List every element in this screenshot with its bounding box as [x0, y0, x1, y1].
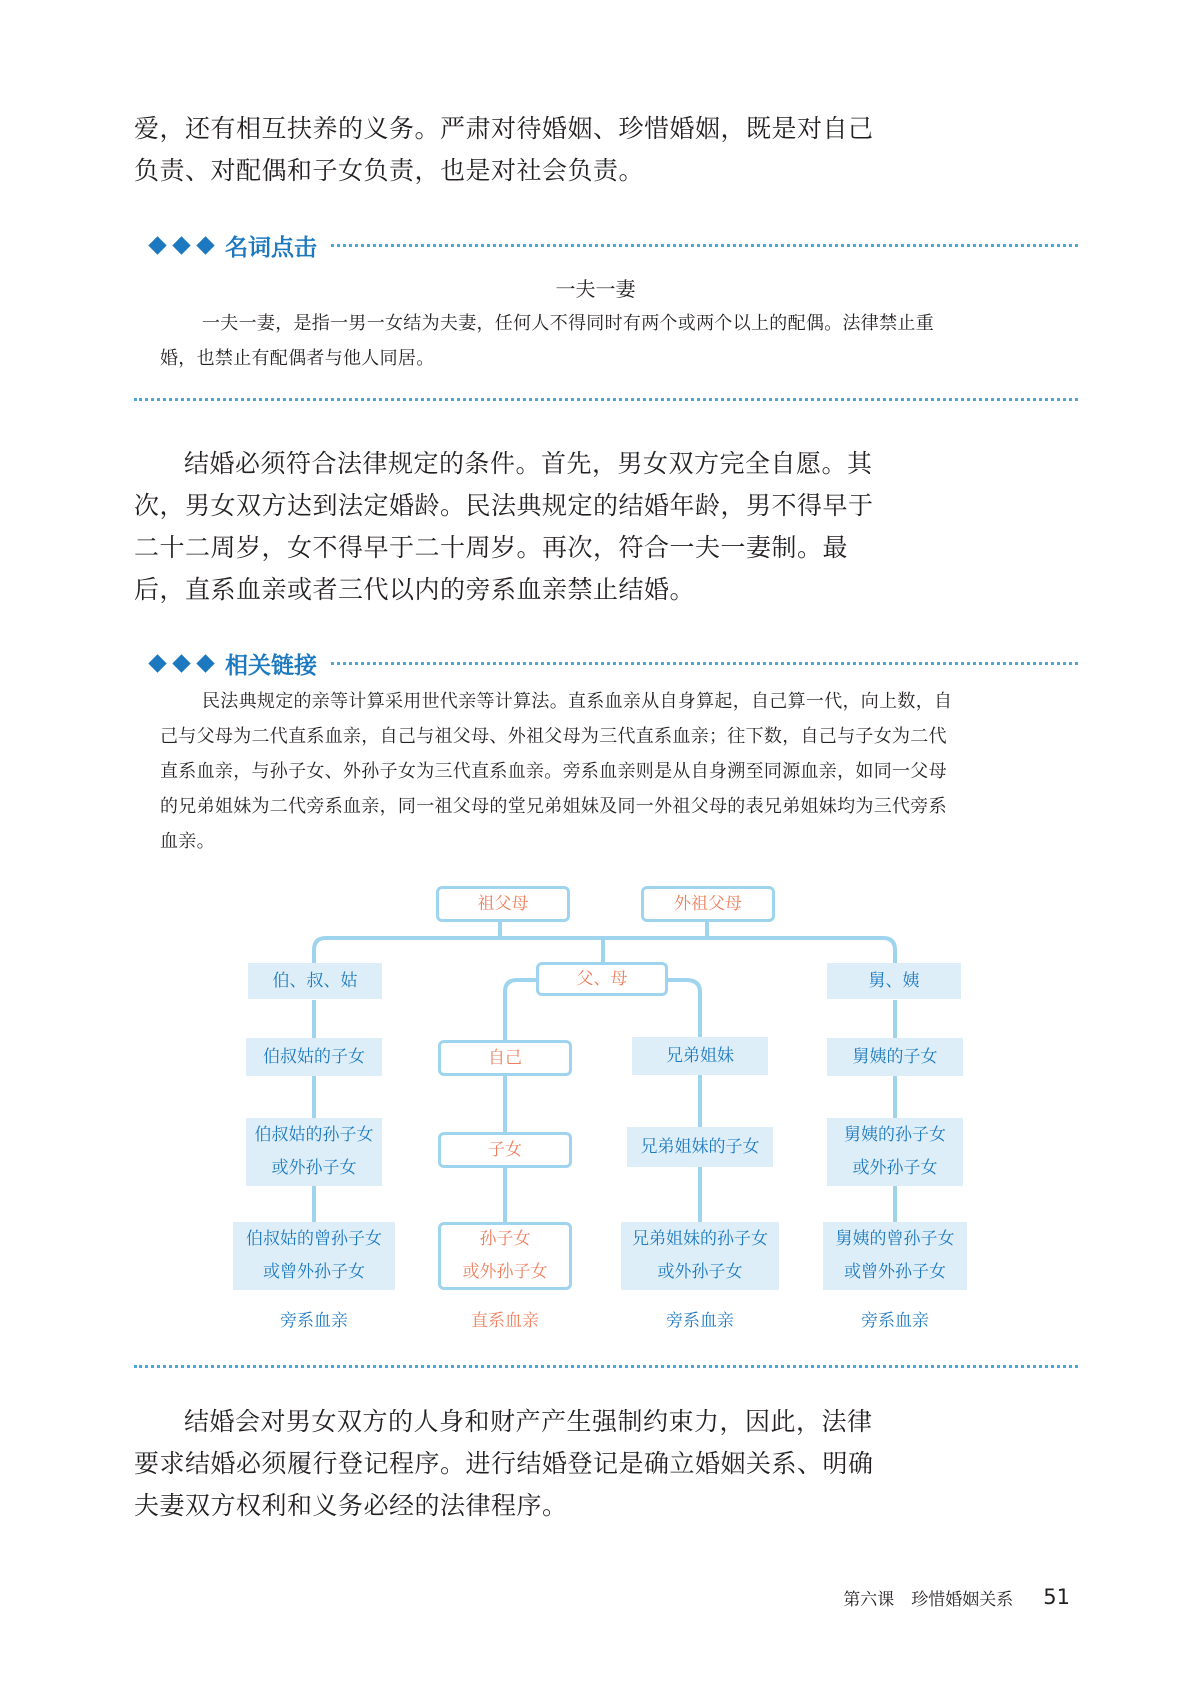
link-line: 直系血亲，与孙子女、外孙子女为三代直系血亲。旁系血亲则是从自身溯至同源血亲，如同一父母: [160, 761, 947, 782]
node-siblings: [632, 1037, 768, 1075]
node-label: 兄弟姐妹: [666, 1045, 734, 1066]
term-section-header: [148, 228, 1078, 262]
link-box-bottom-divider: [134, 1365, 1078, 1368]
node-uncles-aunts: [248, 963, 382, 999]
node-maternal-grandparents: [641, 886, 775, 922]
node-label: 舅姨的曾孙子女: [835, 1229, 955, 1249]
node-cousins-children: [246, 1118, 382, 1186]
diamond-bullets-icon: [148, 239, 215, 252]
node-label: 舅姨的孙子女: [844, 1125, 946, 1145]
registration-line: 夫妻双方权利和义务必经的法律程序。: [134, 1491, 568, 1520]
node-cousins: [246, 1038, 382, 1076]
node-label: 兄弟姐妹的孙子女: [632, 1229, 768, 1249]
intro-line: 爱，还有相互扶养的义务。严肃对待婚姻、珍惜婚姻，既是对自己: [134, 114, 874, 143]
dotted-divider: [331, 662, 1078, 665]
node-cousins-grandchildren: [233, 1222, 395, 1290]
dotted-divider: [331, 244, 1078, 247]
node-maternal-cousins-children: [827, 1118, 963, 1186]
link-line: 血亲。: [160, 831, 215, 852]
node-label: 伯叔姑的子女: [263, 1046, 365, 1067]
node-label: 伯叔姑的曾孙子女: [246, 1229, 382, 1249]
node-label: 兄弟姐妹的子女: [640, 1136, 760, 1157]
conditions-line: 结婚必须符合法律规定的条件。首先，男女双方完全自愿。其: [184, 449, 873, 478]
node-label: 或外孙子女: [271, 1158, 357, 1178]
node-label: 子女: [488, 1139, 522, 1160]
node-self: [438, 1040, 572, 1076]
registration-line: 结婚会对男女双方的人身和财产产生强制约束力，因此，法律: [184, 1407, 873, 1436]
node-label: 或外孙子女: [462, 1262, 548, 1282]
conditions-line: 后，直系血亲或者三代以内的旁系血亲禁止结婚。: [134, 575, 696, 604]
node-children: [438, 1132, 572, 1168]
term-box-bottom-divider: [134, 398, 1078, 401]
link-text: [160, 684, 1060, 859]
page-footer: [800, 1582, 1070, 1612]
intro-paragraph: [134, 108, 874, 192]
node-maternal-cousins: [827, 1038, 963, 1076]
conditions-line: 二十二周岁，女不得早于二十周岁。再次，符合一夫一妻制。最: [134, 533, 849, 562]
term-section-title: 名词点击: [225, 234, 317, 261]
node-siblings-grandchildren: [621, 1222, 779, 1290]
node-label: 伯、叔、姑: [272, 970, 358, 991]
column-label-lineal: 直系血亲: [471, 1311, 539, 1331]
node-label: 孙子女: [479, 1229, 531, 1249]
term-line: 一夫一妻，是指一男一女结为夫妻，任何人不得同时有两个或两个以上的配偶。法律禁止重: [202, 313, 934, 334]
node-grandchildren: [438, 1222, 572, 1290]
node-label: 祖父母: [477, 893, 529, 914]
node-label: 父、母: [576, 968, 628, 989]
intro-line: 负责、对配偶和子女负责，也是对社会负责。: [134, 156, 645, 185]
node-siblings-children: [627, 1127, 773, 1167]
term-line: 婚，也禁止有配偶者与他人同居。: [160, 348, 435, 369]
node-label: 外祖父母: [674, 893, 742, 914]
node-label: 或曾外孙子女: [263, 1262, 365, 1282]
node-label: 舅、姨: [868, 970, 920, 991]
link-line: 己与父母为二代直系血亲，自己与祖父母、外祖父母为三代直系血亲；往下数，自己与子女为二代: [160, 726, 947, 747]
node-label: 或曾外孙子女: [844, 1262, 946, 1282]
diamond-bullets-icon: [148, 657, 215, 670]
term-title: 一夫一妻: [555, 277, 636, 301]
conditions-paragraph: [134, 443, 874, 611]
node-label: 或外孙子女: [852, 1158, 938, 1178]
column-label-collateral: 旁系血亲: [861, 1311, 929, 1331]
column-label-collateral: 旁系血亲: [280, 1311, 348, 1331]
node-label: 或外孙子女: [657, 1262, 743, 1282]
column-label-collateral: 旁系血亲: [666, 1311, 734, 1331]
node-grandparents: [436, 886, 570, 922]
term-definition: [160, 306, 1060, 376]
page-number: 51: [1043, 1585, 1070, 1609]
link-section-header: [148, 646, 1078, 680]
lesson-title: 第六课 珍惜婚姻关系: [843, 1589, 1014, 1610]
node-parents: [536, 962, 668, 996]
conditions-line: 次，男女双方达到法定婚龄。民法典规定的结婚年龄，男不得早于: [134, 491, 874, 520]
registration-line: 要求结婚必须履行登记程序。进行结婚登记是确立婚姻关系、明确: [134, 1449, 874, 1478]
link-line: 民法典规定的亲等计算采用世代亲等计算法。直系血亲从自身算起，自己算一代，向上数，自: [202, 691, 953, 712]
node-maternal-uncles-aunts: [827, 963, 961, 999]
link-section-title: 相关链接: [225, 652, 317, 679]
node-maternal-cousins-grandchildren: [823, 1222, 967, 1290]
node-label: 舅姨的子女: [852, 1046, 938, 1067]
registration-paragraph: [134, 1401, 874, 1527]
link-line: 的兄弟姐妹为二代旁系血亲，同一祖父母的堂兄弟姐妹及同一外祖父母的表兄弟姐妹均为三代旁系: [160, 796, 947, 817]
node-label: 伯叔姑的孙子女: [254, 1125, 374, 1145]
node-label: 自己: [488, 1047, 522, 1068]
